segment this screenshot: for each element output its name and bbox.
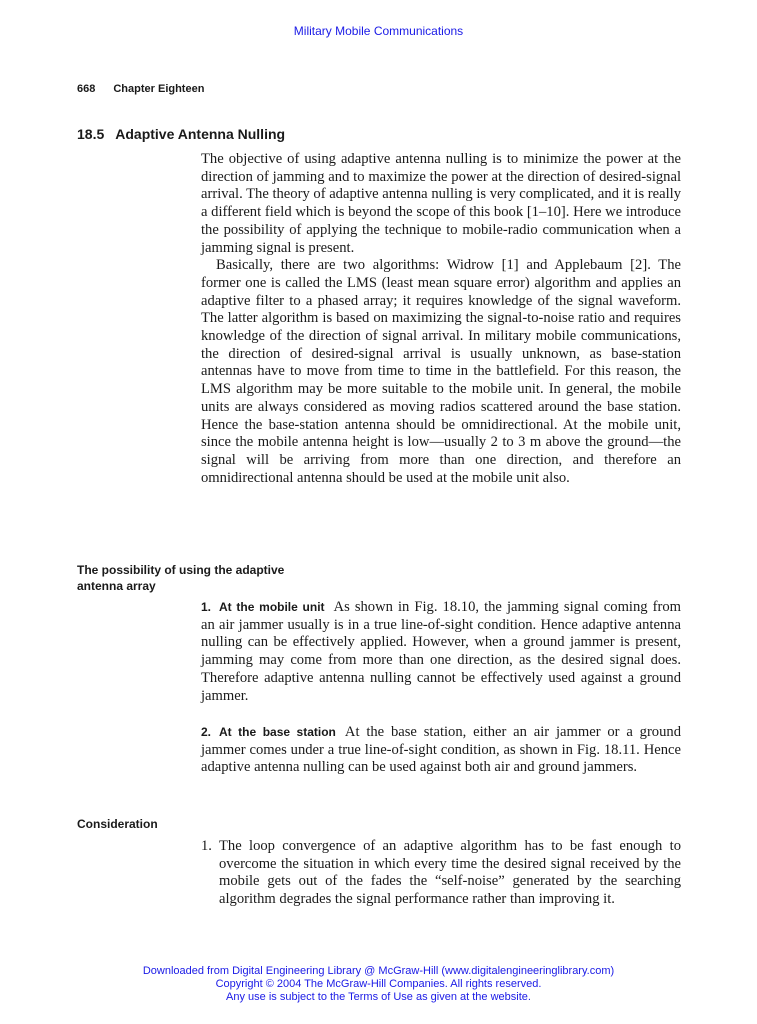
list-item xyxy=(201,838,681,909)
consideration-list xyxy=(201,838,681,909)
list-item-number: 1. xyxy=(201,838,212,854)
section-heading xyxy=(77,126,285,142)
list-item-text: The loop convergence of an adaptive algorithm has to be fast enough to overcome the situation in which every time the desired signal received by the mobile gets out of the fades the “self-noise” generated by the searching algorithm degrades the signal performance rather than improving it. xyxy=(219,838,682,908)
paragraph-algorithms: Basically, there are two algorithms: Widrow [1] and Applebaum [2]. The former one is called the LMS (least mean square error) algorithm and applies an adaptive filter to a phased array; it requires knowledge of the signal waveform. The latter algorithm is based on maximizing the signal-to-noise ratio and requires knowledge of the direction of signal arrival. In military mobile communications, the direction of desired-signal arrival is usually unknown, as base-station antennas have to move from time to time in the battlefield. For this reason, the LMS algorithm may be more suitable to the mobile unit. In general, the mobile units are always considered as moving radios scattered around the base station. Hence the base-station antenna should be omnidirectional. At the mobile unit, since the mobile antenna height is low—usually 2 to 3 m above the ground—the signal will be arriving from more than one direction, and therefore an omnidirectional antenna should be used at the mobile unit also. xyxy=(201,257,681,486)
item-mobile-text: As shown in Fig. 18.10, the jamming signal coming from an air jammer usually is in a true line-of-sight condition. Hence adaptive antenna nulling can be effectively applied. However, when a ground jammer is present, jamming may come from more than one direction, as the desired signal does. Therefore adaptive antenna nulling cannot be effectively used against a ground jammer. xyxy=(201,599,681,704)
paragraph-objective: The objective of using adaptive antenna nulling is to minimize the power at the direction of jamming and to maximize the power at the direction of desired-signal arrival. The theory of adaptive antenna nulling is very complicated, and it is really a different field which is beyond the scope of this book [1–10]. Here we introduce the possibility of applying the technique to mobile-radio communication when a jamming signal is present. xyxy=(201,151,681,256)
footer-notice xyxy=(0,965,757,1004)
run-in-heading-mobile: 1. At the mobile unit xyxy=(201,600,325,614)
section-title: Adaptive Antenna Nulling xyxy=(115,126,286,142)
footer-terms-link[interactable]: Any use is subject to the Terms of Use as given at the website. xyxy=(226,991,531,1003)
section-body xyxy=(201,151,681,487)
book-title-link[interactable]: Military Mobile Communications xyxy=(293,24,464,38)
footer-download-link[interactable]: Downloaded from Digital Engineering Library @ McGraw-Hill (www.digitalengineeringlibrary.com) xyxy=(142,965,615,977)
side-heading-possibility: The possibility of using the adaptive antenna array xyxy=(77,563,285,593)
item-base-text: At the base station, either an air jammer or a ground jammer comes under a true line-of-sight condition, as shown in Fig. 18.11. Hence adaptive antenna nulling can be used against both air and ground jammers. xyxy=(201,724,681,776)
section-number: 18.5 xyxy=(77,126,105,142)
running-head xyxy=(77,83,204,95)
run-in-heading-base: 2. At the base station xyxy=(201,725,336,739)
page-number: 668 xyxy=(77,83,96,95)
side-heading-consideration: Consideration xyxy=(77,817,158,831)
item-base-station xyxy=(201,724,681,777)
footer-copyright: Copyright © 2004 The McGraw-Hill Companies. All rights reserved. xyxy=(215,978,542,990)
item-mobile-unit xyxy=(201,599,681,705)
chapter-title: Chapter Eighteen xyxy=(113,83,205,95)
